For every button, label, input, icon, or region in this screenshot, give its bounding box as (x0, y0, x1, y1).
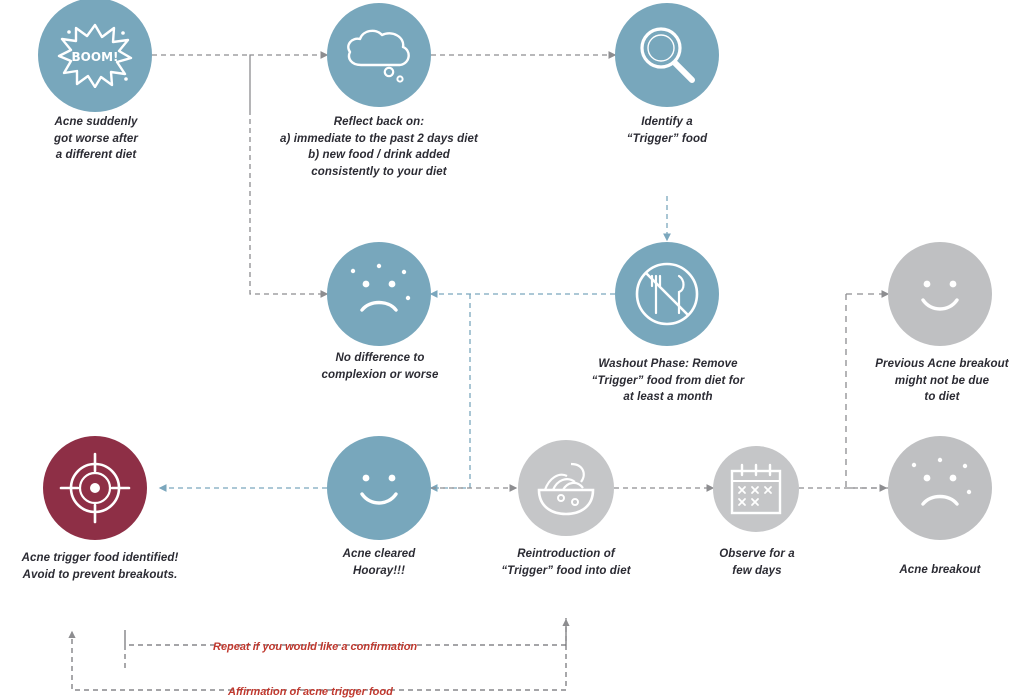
node-boom-caption: Acne suddenly got worse after a different diet (54, 116, 138, 162)
edge-washout-to-cleared (431, 294, 470, 488)
happy-face-icon (888, 242, 992, 346)
node-breakout-caption: Acne breakout (899, 564, 981, 576)
pasta-bowl-icon (518, 440, 614, 536)
node-reintroduction-caption: Reintroduction of “Trigger” food into diet (501, 548, 631, 577)
happy-face-icon (327, 436, 431, 540)
svg-text:BOOM!: BOOM! (71, 50, 119, 64)
magnifier-icon (615, 3, 719, 107)
node-target-caption: Acne trigger food identified! Avoid to prevent breakouts. (21, 552, 179, 581)
sad-face-icon (327, 242, 431, 346)
target-icon (43, 436, 147, 540)
node-cleared-caption: Acne cleared Hooray!!! (342, 548, 416, 577)
sad-face-icon (888, 436, 992, 540)
edge-boom-to-reflect (152, 55, 327, 110)
node-no-difference-caption: No difference to complexion or worse (321, 352, 439, 381)
affirmation-loop-label: Affirmation of acne trigger food (228, 686, 393, 698)
thought-cloud-icon (327, 3, 431, 107)
repeat-loop-label: Repeat if you would like a confirmation (213, 641, 418, 653)
node-reflect-caption: Reflect back on: a) immediate to the past 2 days diet b) new food / drink added consistently to your diet (280, 116, 478, 179)
node-not-diet-caption: Previous Acne breakout might not be due to diet (875, 358, 1009, 404)
calendar-icon (713, 446, 799, 532)
boom-burst-icon (38, 0, 152, 112)
node-identify-caption: Identify a “Trigger” food (626, 116, 708, 145)
node-washout-caption: Washout Phase: Remove “Trigger” food from diet for at least a month (591, 358, 745, 404)
node-observe-caption: Observe for a few days (719, 548, 795, 577)
no-food-icon (615, 242, 719, 346)
